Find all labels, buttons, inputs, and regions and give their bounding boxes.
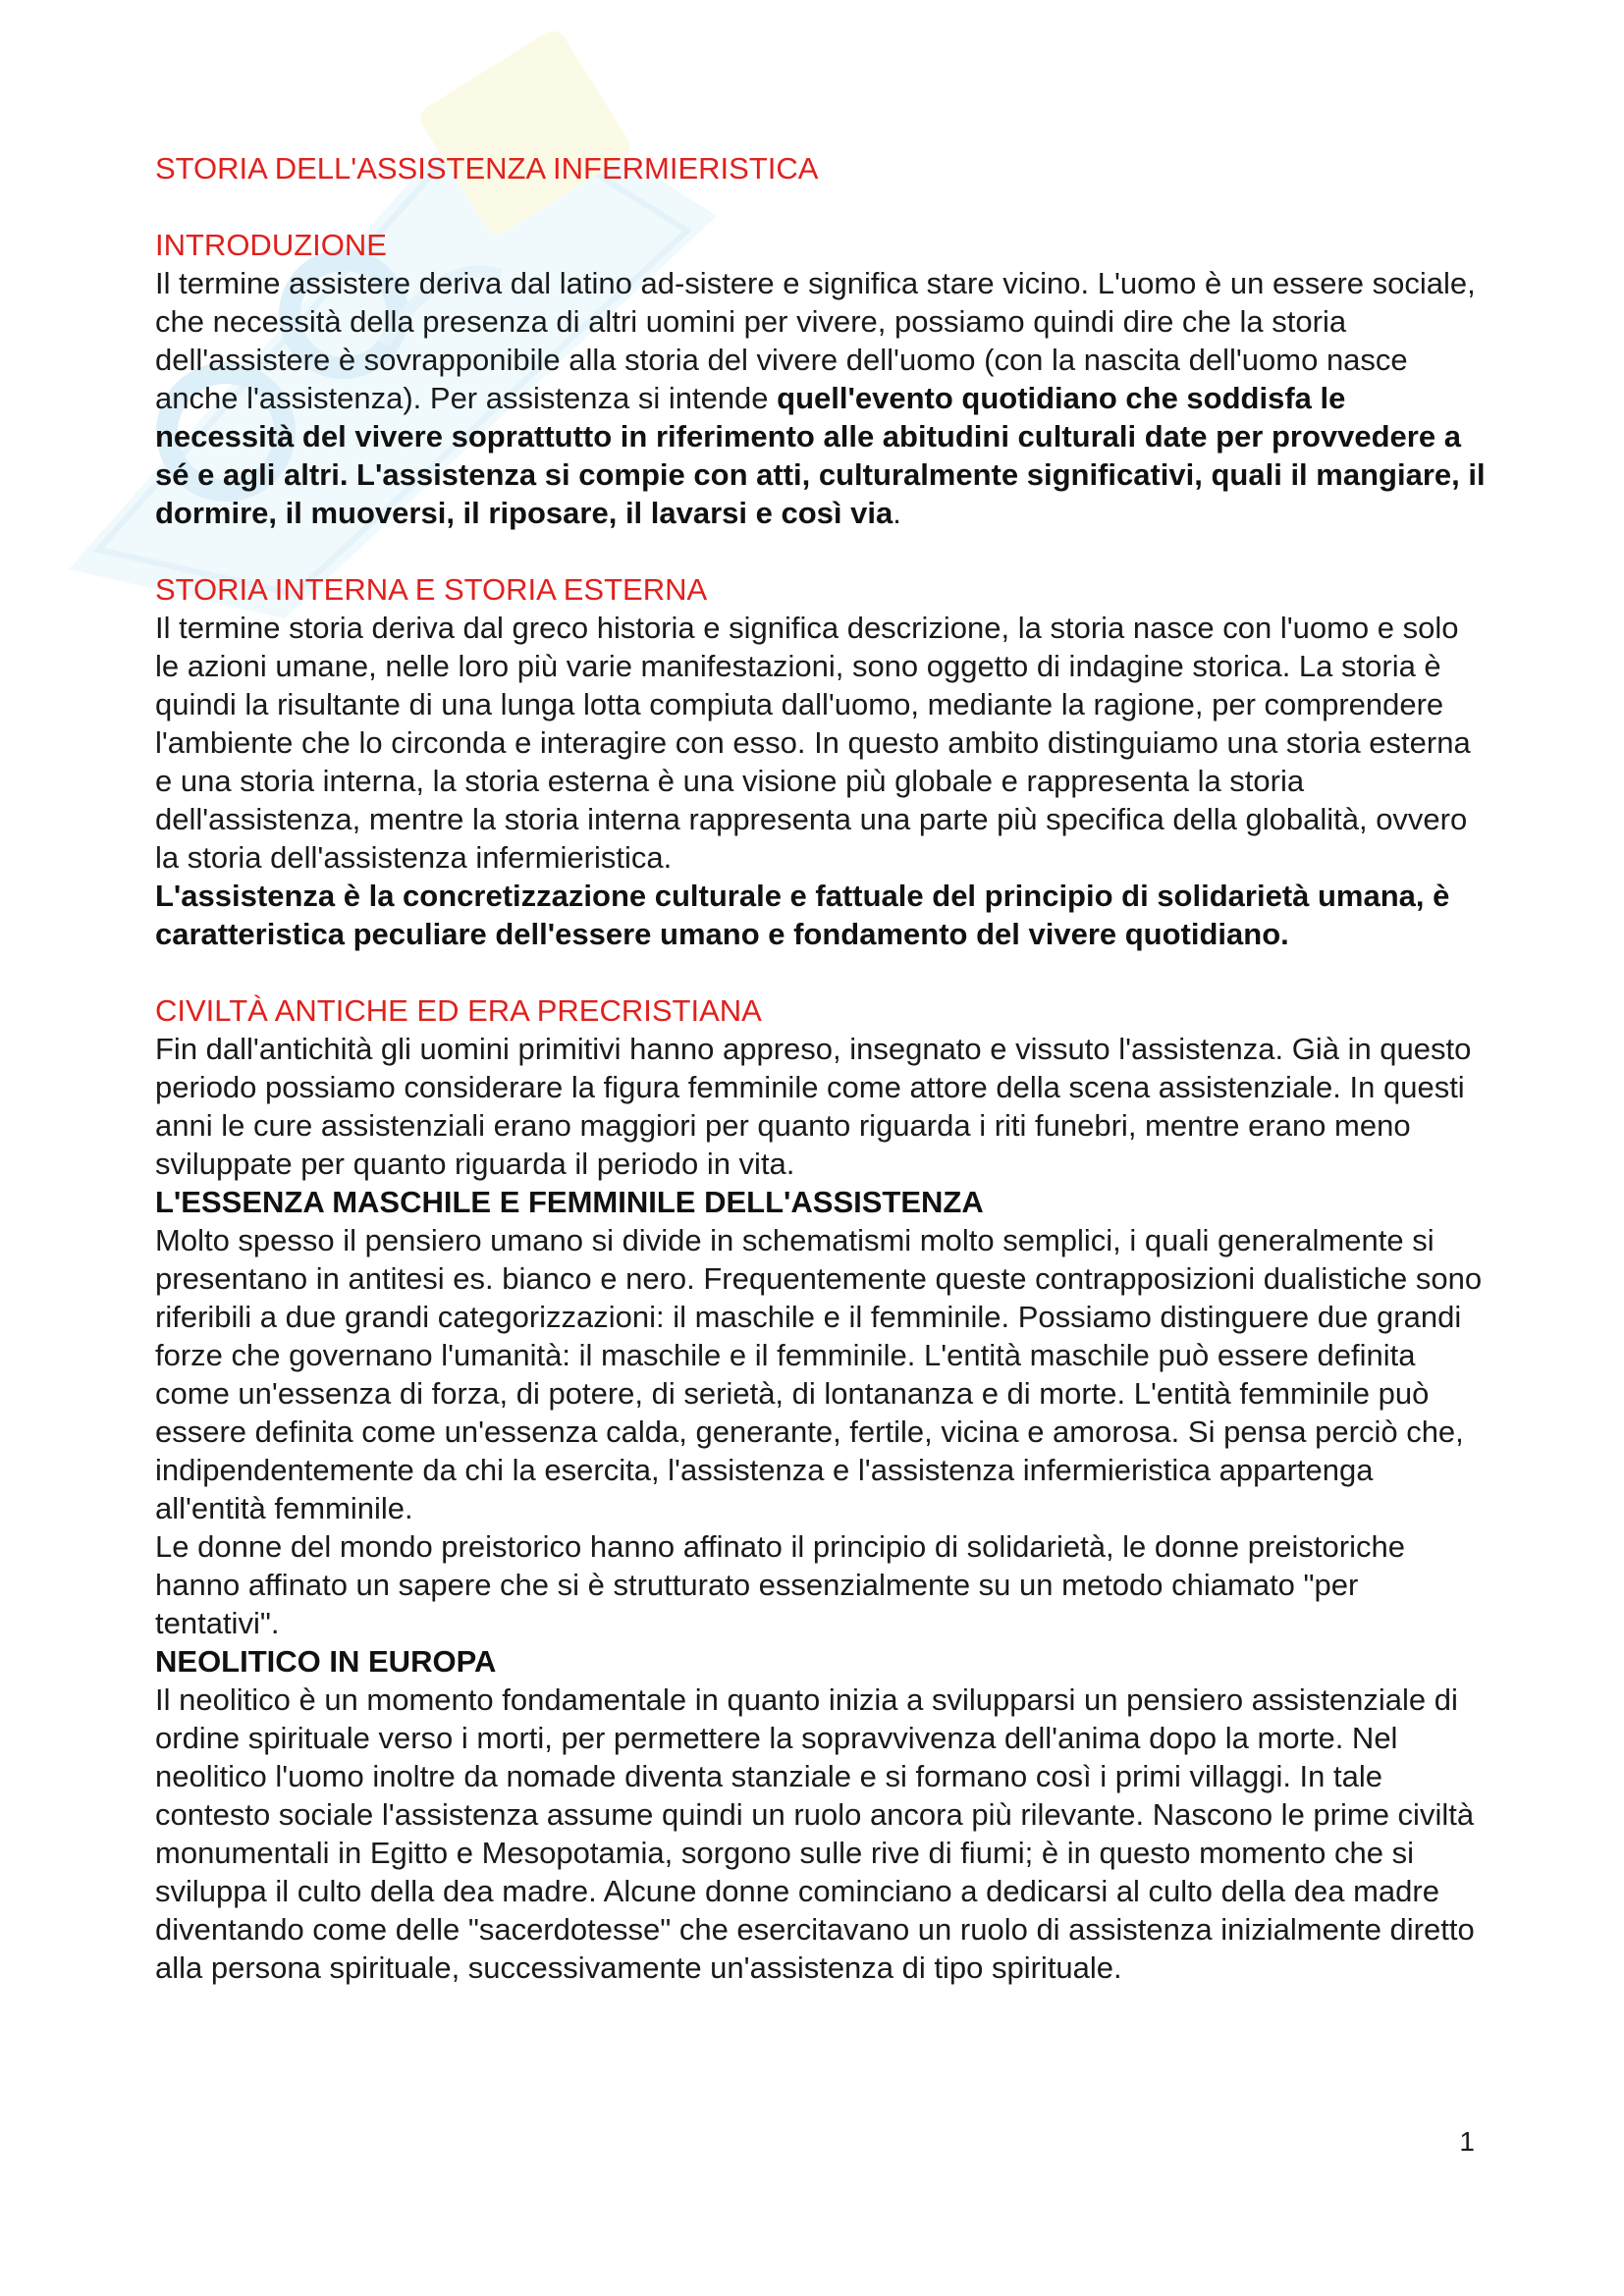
section-civilta <box>155 991 1490 1183</box>
subsection-heading: NEOLITICO IN EUROPA <box>155 1644 497 1679</box>
document-title: STORIA DELL'ASSISTENZA INFERMIERISTICA <box>155 151 819 186</box>
section-paragraph: Fin dall'antichità gli uomini primitivi hanno appreso, insegnato e vissuto l'assistenza. Già in questo periodo possiamo considerare la figura femminile come attore della scena assistenziale. In questi anni le cure assistenziali erano maggiori per quanto riguarda i riti funebri, mentre erano meno sviluppate per quanto riguarda il periodo in vita. <box>155 1032 1472 1181</box>
section-neolitico <box>155 1642 1490 1987</box>
section-heading: INTRODUZIONE <box>155 228 387 262</box>
paragraph-bold-text: quell'evento quotidiano che soddisfa le necessità del vivere soprattutto in riferimento alle abitudini culturali date per provvedere a sé e agli altri. L'assistenza si compie con atti, culturalmente significativi, quali il mangiare, il dormire, il muoversi, il riposare, il lavarsi e così via <box>155 381 1486 530</box>
section-heading: CIVILTÀ ANTICHE ED ERA PRECRISTIANA <box>155 993 762 1028</box>
section-essenza <box>155 1183 1490 1642</box>
section-paragraph <box>155 264 1490 532</box>
paragraph-text: . <box>893 496 901 530</box>
subsection-heading: L'ESSENZA MASCHILE E FEMMINILE DELL'ASSISTENZA <box>155 1185 984 1219</box>
section-heading: STORIA INTERNA E STORIA ESTERNA <box>155 572 708 607</box>
page-number: 1 <box>1459 2126 1475 2157</box>
document-body <box>155 149 1490 1987</box>
section-paragraph: Le donne del mondo preistorico hanno affinato il principio di solidarietà, le donne preistoriche hanno affinato un sapere che si è strutturato essenzialmente su un metodo chiamato "per tentativi". <box>155 1529 1405 1640</box>
section-paragraph: Molto spesso il pensiero umano si divide in schematismi molto semplici, i quali generalmente si presentano in antitesi es. bianco e nero. Frequentemente queste contrapposizioni dualistiche sono riferibili a due grandi categorizzazioni: il maschile e il femminile. Possiamo distinguere due grandi forze che governano l'umanità: il maschile e il femminile. L'entità maschile può essere definita come un'essenza di forza, di potere, di serietà, di lontananza e di morte. L'entità femminile può essere definita come un'essenza calda, generante, fertile, vicina e amorosa. Si pensa perciò che, indipendentemente da chi la esercita, l'assistenza e l'assistenza infermieristica appartenga all'entità femminile. <box>155 1223 1483 1525</box>
section-paragraph: Il termine storia deriva dal greco historia e significa descrizione, la storia nasce con l'uomo e solo le azioni umane, nelle loro più varie manifestazioni, sono oggetto di indagine storica. La storia è quindi la risultante di una lunga lotta compiuta dall'uomo, mediante la ragione, per comprendere l'ambiente che lo circonda e interagire con esso. In questo ambito distinguiamo una storia esterna e una storia interna, la storia esterna è una visione più globale e rappresenta la storia dell'assistenza, mentre la storia interna rappresenta una parte più specifica della globalità, ovvero la storia dell'assistenza infermieristica. <box>155 611 1471 875</box>
section-storia <box>155 570 1490 953</box>
section-introduzione <box>155 226 1490 532</box>
paragraph-text: Il termine assistere deriva dal latino ad-sistere e significa stare vicino. L'uomo è un essere sociale, che necessità della presenza di altri uomini per vivere, possiamo quindi dire che la storia dell'assistere è sovrapponibile alla storia del vivere dell'uomo (con la nascita dell'uomo nasce anche l'assistenza). Per assistenza si intende <box>155 266 1476 415</box>
section-paragraph-bold: L'assistenza è la concretizzazione culturale e fattuale del principio di solidarietà umana, è caratteristica peculiare dell'essere umano e fondamento del vivere quotidiano. <box>155 879 1450 951</box>
section-paragraph: Il neolitico è un momento fondamentale in quanto inizia a svilupparsi un pensiero assistenziale di ordine spirituale verso i morti, per permettere la sopravvivenza dell'anima dopo la morte. Nel neolitico l'uomo inoltre da nomade diventa stanziale e si formano così i primi villaggi. In tale contesto sociale l'assistenza assume quindi un ruolo ancora più rilevante. Nascono le prime civiltà monumentali in Egitto e Mesopotamia, sorgono sulle rive di fiumi; è in questo momento che si sviluppa il culto della dea madre. Alcune donne cominciano a dedicarsi al culto della dea madre diventando come delle "sacerdotesse" che esercitavano un ruolo di assistenza inizialmente diretto alla persona spirituale, successivamente un'assistenza di tipo spirituale. <box>155 1682 1475 1985</box>
